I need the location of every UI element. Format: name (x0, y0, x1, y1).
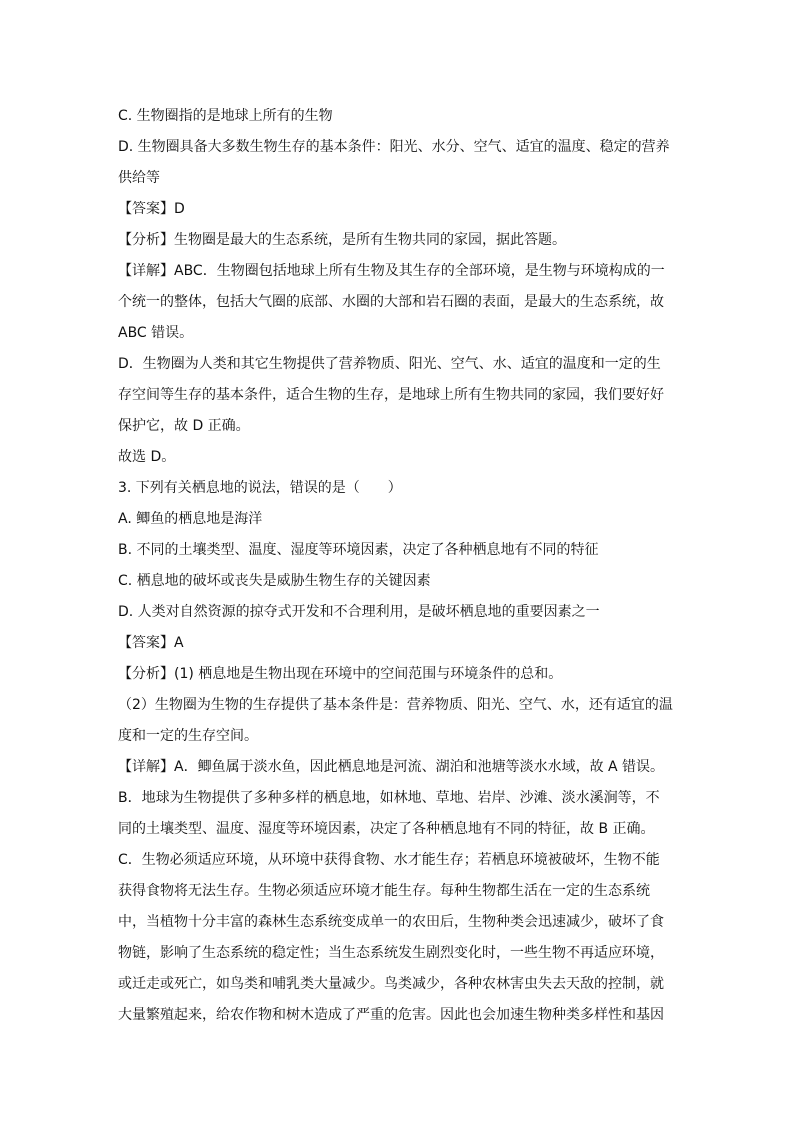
explanation-line: 同的土壤类型、温度、湿度等环境因素，决定了各种栖息地有不同的特征，故 B 正确。 (118, 821, 655, 837)
text-line: 个统一的整体，包括大气圈的底部、水圈的大部和岩石圈的表面，是最大的生态系统，故 (118, 294, 664, 310)
explanation-line: C．生物必须适应环境，从环境中获得食物、水才能生存；若栖息环境被破坏，生物不能 (118, 852, 660, 868)
text-line: 供给等 (118, 170, 160, 186)
text-line: D. 生物圈具备大多数生物生存的基本条件：阳光、水分、空气、适宜的温度、稳定的营养 (118, 139, 670, 155)
text-line: 保护它，故 D 正确。 (118, 418, 250, 434)
option-b: B. 不同的土壤类型、温度、湿度等环境因素，决定了各种栖息地有不同的特征 (118, 542, 599, 558)
text-line: D．生物圈为人类和其它生物提供了营养物质、阳光、空气、水、适宜的温度和一定的生 (118, 356, 661, 372)
explanation-line: 物链，影响了生态系统的稳定性；当生态系统发生剧烈变化时，一些生物不再适应环境， (118, 945, 664, 961)
answer-line: 【答案】A (118, 635, 184, 651)
question-title: 3. 下列有关栖息地的说法，错误的是（ ） (118, 480, 402, 496)
text-line: 【详解】ABC．生物圈包括地球上所有生物及其生存的全部环境，是生物与环境构成的一 (118, 263, 665, 279)
analysis-line: （2）生物圈为生物的生存提供了基本条件是：营养物质、阳光、空气、水，还有适宜的温 (118, 697, 673, 713)
text-line: 【分析】生物圈是最大的生态系统，是所有生物共同的家园，据此答题。 (118, 232, 566, 248)
explanation-line: 中，当植物十分丰富的森林生态系统变成单一的农田后，生物种类会迅速减少，破坏了食 (118, 914, 664, 930)
document-text (118, 101, 678, 1031)
explanation-line: B．地球为生物提供了多种多样的栖息地，如林地、草地、岩岸、沙滩、淡水溪涧等，不 (118, 790, 660, 806)
explanation-line: 或迁走或死亡，如鸟类和哺乳类大量减少。鸟类减少，各种农林害虫失去天敌的控制，就 (118, 976, 664, 992)
analysis-line: 【分析】(1) 栖息地是生物出现在环境中的空间范围与环境条件的总和。 (118, 666, 563, 682)
text-line: 故选 D。 (118, 449, 176, 465)
text-line: ABC 错误。 (118, 325, 194, 341)
text-line: C. 生物圈指的是地球上所有的生物 (118, 108, 333, 124)
option-d: D. 人类对自然资源的掠夺式开发和不合理利用，是破坏栖息地的重要因素之一 (118, 604, 600, 620)
analysis-line: 度和一定的生存空间。 (118, 728, 258, 744)
text-line: 存空间等生存的基本条件，适合生物的生存，是地球上所有生物共同的家园，我们要好好 (118, 387, 664, 403)
text-line: 【答案】D (118, 201, 185, 217)
explanation-line: 【详解】A．鲫鱼属于淡水鱼，因此栖息地是河流、湖泊和池塘等淡水水域，故 A 错误。 (118, 759, 665, 775)
option-a: A. 鲫鱼的栖息地是海洋 (118, 511, 263, 527)
explanation-line: 大量繁殖起来，给农作物和树木造成了严重的危害。因此也会加速生物种类多样性和基因 (118, 1007, 664, 1023)
option-c: C. 栖息地的破坏或丧失是威胁生物生存的关键因素 (118, 573, 431, 589)
explanation-line: 获得食物将无法生存。生物必须适应环境才能生存。每种生物都生活在一定的生态系统 (118, 883, 650, 899)
